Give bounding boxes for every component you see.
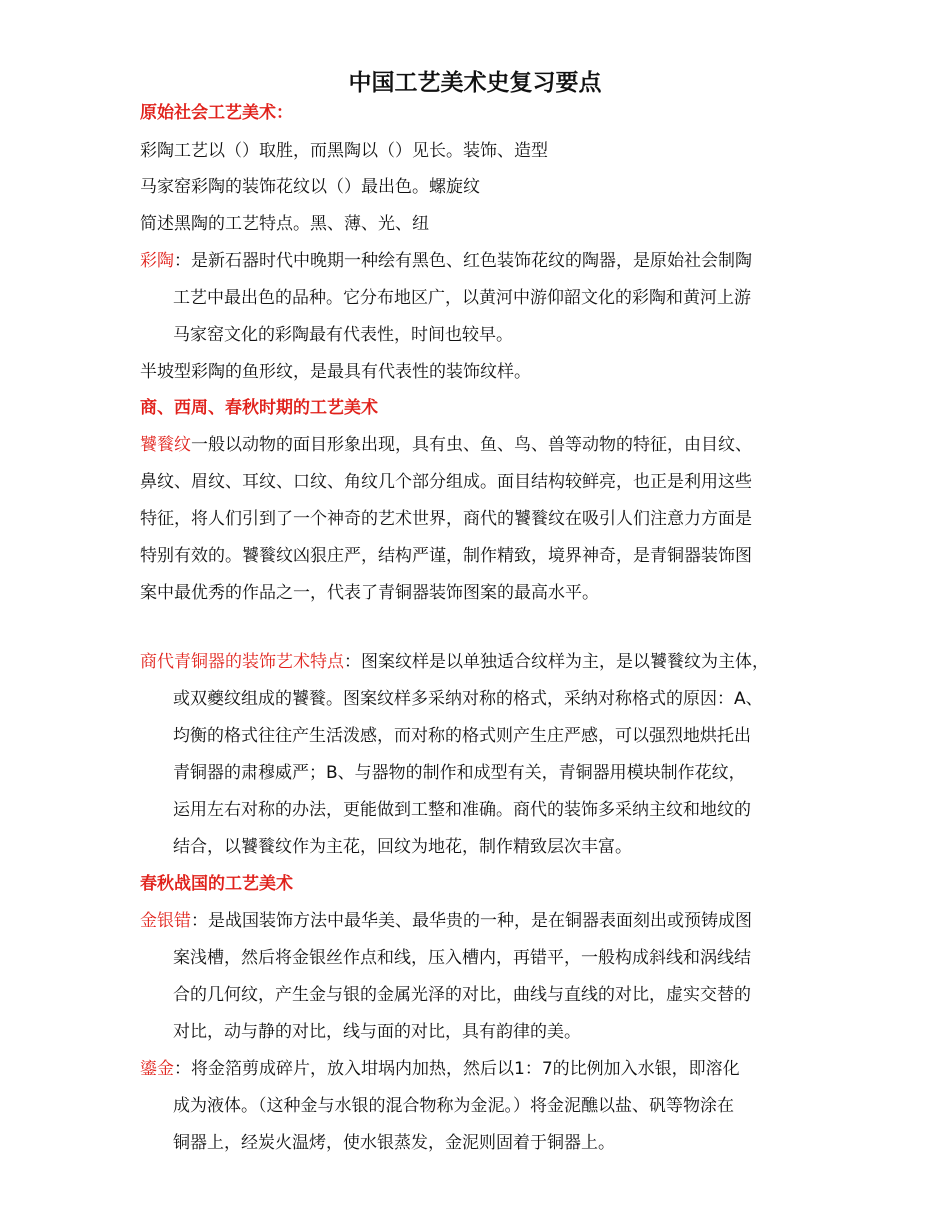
paragraph-line: 鼻纹、眉纹、耳纹、口纹、角纹几个部分组成。面目结构较鲜亮，也正是利用这些 xyxy=(140,472,752,492)
paragraph-line: 特征，将人们引到了一个神奇的艺术世界，商代的饕餮纹在吸引人们注意力方面是 xyxy=(140,509,752,529)
term-separator: ： xyxy=(174,251,191,271)
term-taotie: 饕餮纹 xyxy=(140,435,191,455)
paragraph-line: 铜器上，经炭火温烤，使水银蒸发，金泥则固着于铜器上。 xyxy=(173,1133,615,1153)
paragraph-line xyxy=(140,649,769,675)
page-title: 中国工艺美术史复习要点 xyxy=(348,69,602,96)
paragraph-line xyxy=(140,1056,740,1082)
section-heading-warring: 春秋战国的工艺美术 xyxy=(140,874,293,894)
paragraph-line: 案中最优秀的作品之一，代表了青铜器装饰图案的最高水平。 xyxy=(140,583,599,603)
paragraph-line: 成为液体。（这种金与水银的混合物称为金泥。）将金泥醮以盐、矾等物涂在 xyxy=(173,1096,734,1116)
paragraph-text: 图案纹样是以单独适合纹样为主，是以饕餮纹为主体， xyxy=(361,652,769,672)
section-heading-primitive: 原始社会工艺美术： xyxy=(140,103,293,123)
paragraph-line xyxy=(140,432,752,458)
paragraph-text: 一般以动物的面目形象出现，具有虫、鱼、鸟、兽等动物的特征，由目纹、 xyxy=(191,435,752,455)
term-separator: ： xyxy=(174,1059,191,1079)
paragraph-text: 是战国装饰方法中最华美、最华贵的一种，是在铜器表面刻出或预铸成图 xyxy=(208,911,752,931)
paragraph-line: 案浅槽，然后将金银丝作点和线，压入槽内，再错平，一般构成斜线和涡线结 xyxy=(173,948,751,968)
term-liujin: 鎏金 xyxy=(140,1059,174,1079)
term-separator: ： xyxy=(191,911,208,931)
question-line: 马家窑彩陶的装饰花纹以（）最出色。螺旋纹 xyxy=(140,177,480,197)
paragraph-line: 对比，动与静的对比，线与面的对比，具有韵律的美。 xyxy=(173,1022,581,1042)
section-heading-shang: 商、西周、春秋时期的工艺美术 xyxy=(140,398,378,418)
paragraph-line: 青铜器的肃穆威严；B、与器物的制作和成型有关，青铜器用模块制作花纹， xyxy=(173,763,746,783)
paragraph-text: 是新石器时代中晚期一种绘有黑色、红色装饰花纹的陶器，是原始社会制陶 xyxy=(191,251,752,271)
paragraph-line: 合的几何纹，产生金与银的金属光泽的对比，曲线与直线的对比，虚实交替的 xyxy=(173,985,751,1005)
paragraph-text: 将金箔剪成碎片，放入坩埚内加热，然后以1：7的比例加入水银，即溶化 xyxy=(191,1059,740,1079)
paragraph-line: 均衡的格式往往产生活泼感，而对称的格式则产生庄严感，可以强烈地烘托出 xyxy=(173,726,751,746)
question-line: 简述黑陶的工艺特点。黑、薄、光、纽 xyxy=(140,214,429,234)
paragraph-line: 结合，以饕餮纹作为主花，回纹为地花，制作精致层次丰富。 xyxy=(173,837,632,857)
paragraph-line: 或双夔纹组成的饕餮。图案纹样多采纳对称的格式，采纳对称格式的原因：A、 xyxy=(173,689,763,709)
paragraph-line: 马家窑文化的彩陶最有代表性，时间也较早。 xyxy=(173,325,513,345)
paragraph-line: 特别有效的。饕餮纹凶狠庄严，结构严谨，制作精致，境界神奇，是青铜器装饰图 xyxy=(140,546,752,566)
term-bronze-features: 商代青铜器的装饰艺术特点 xyxy=(140,652,344,672)
paragraph-line xyxy=(140,248,752,274)
term-separator: ： xyxy=(344,652,361,672)
term-caitao: 彩陶 xyxy=(140,251,174,271)
paragraph-line: 运用左右对称的办法，更能做到工整和准确。商代的装饰多采纳主纹和地纹的 xyxy=(173,800,751,820)
paragraph-line: 工艺中最出色的品种。它分布地区广，以黄河中游仰韶文化的彩陶和黄河上游 xyxy=(173,288,751,308)
paragraph-line xyxy=(140,908,752,934)
question-line: 彩陶工艺以（）取胜，而黑陶以（）见长。装饰、造型 xyxy=(140,141,548,161)
term-jinyincuo: 金银错 xyxy=(140,911,191,931)
paragraph-line: 半坡型彩陶的鱼形纹，是最具有代表性的装饰纹样。 xyxy=(140,362,531,382)
